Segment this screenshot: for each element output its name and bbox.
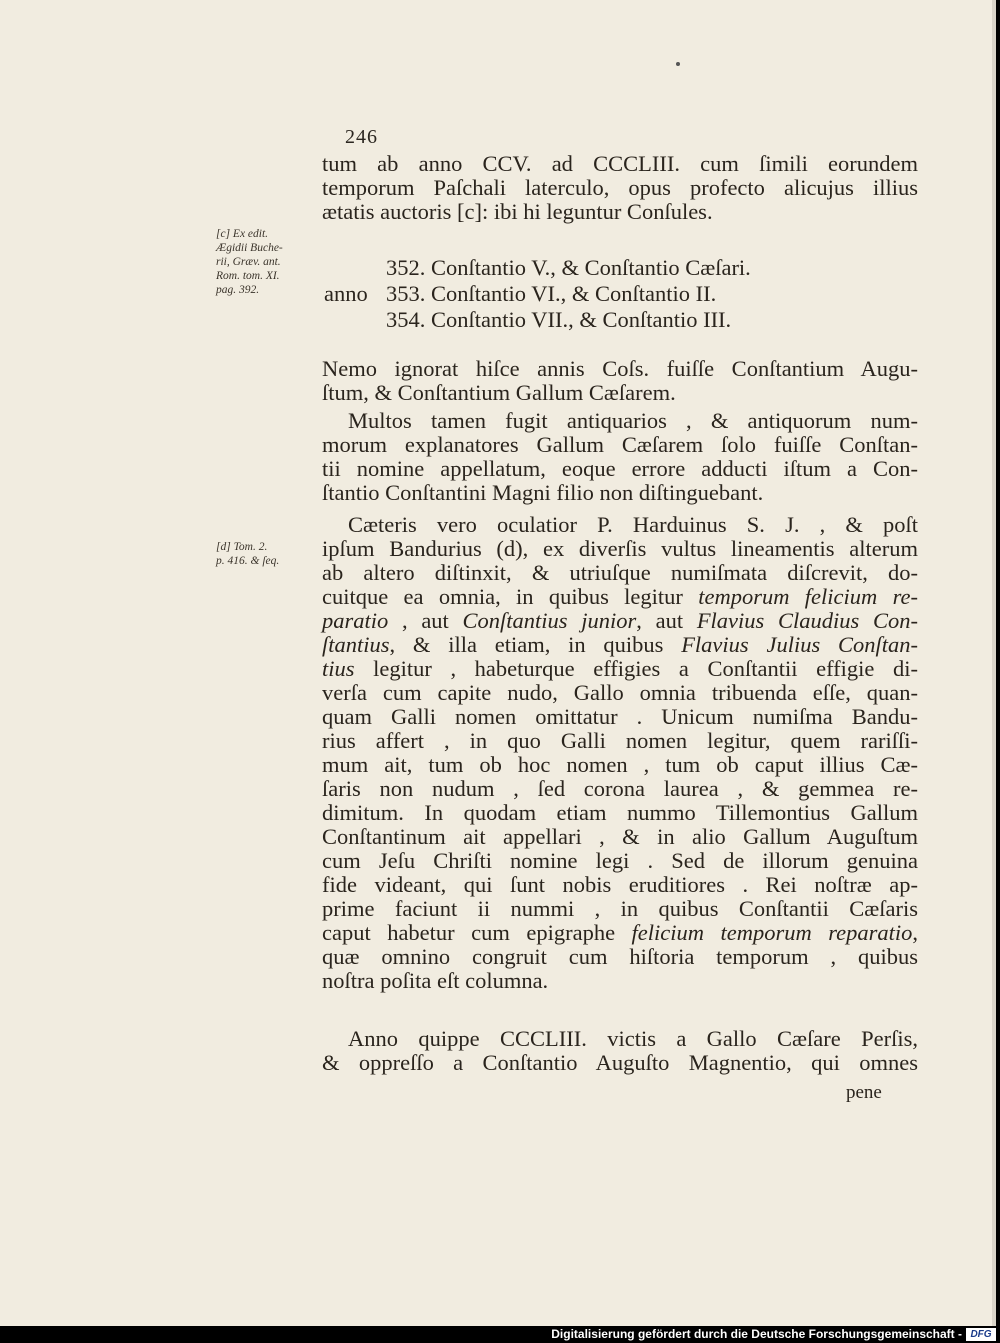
note-line: [c] Ex edit. [216, 228, 269, 240]
catchword: pene [846, 1082, 882, 1103]
text-run: cuitque ea omnia, in quibus legitur [322, 584, 699, 609]
consul-row: 353. Conſtantio VI., & Conſtantio II. [386, 281, 717, 306]
text-line: cum Jeſu Chriſti nomine legi . Sed de illorum genuina [322, 848, 918, 873]
text-line: morum explanatores Gallum Cæſarem ſolo fuiſſe Conſtan- [322, 432, 918, 457]
italic-run: temporum felicium re- [698, 584, 918, 609]
text-line: dimitum. In quodam etiam nummo Tillemontius Gallum [322, 800, 918, 825]
text-line: ipſum Bandurius (d), ex diverſis vultus lineamentis alterum [322, 536, 918, 561]
note-line: pag. 392. [216, 284, 260, 296]
dfg-logo-icon: DFG [966, 1328, 996, 1341]
text-line: ſtantio Conſtantini Magni filio non diſtinguebant. [322, 480, 764, 505]
text-line: tum ab anno CCV. ad CCCLIII. cum ſimili eorundem [322, 151, 918, 176]
text-line: ætatis auctoris [c]: ibi hi leguntur Conſules. [322, 199, 713, 224]
italic-run: felicium temporum reparatio [631, 920, 913, 945]
italic-run: Flavius Claudius Con- [696, 608, 918, 633]
text-line: & oppreſſo a Conſtantio Auguſto Magnentio, qui omnes [322, 1050, 918, 1075]
text-line [322, 657, 918, 681]
text-line [322, 609, 918, 633]
text-line: Multos tamen fugit antiquarios , & antiquorum num- [348, 408, 918, 433]
italic-run: Flavius Julius Conſtan- [681, 632, 918, 657]
footer-credit: Digitalisierung gefördert durch die Deutsche Forschungsgemeinschaft - [551, 1327, 962, 1341]
text-line [322, 585, 918, 609]
digitization-footer [0, 1326, 1000, 1343]
text-run: , aut [636, 608, 697, 633]
text-line: temporum Paſchali laterculo, opus profecto alicujus illius [322, 175, 918, 200]
italic-run: ſtantius [322, 632, 390, 657]
text-run: caput habetur cum epigraphe [322, 920, 632, 945]
text-line: noſtra poſita eſt columna. [322, 968, 549, 993]
page-number: 246 [345, 126, 378, 148]
paragraph-2 [322, 409, 918, 505]
text-line: ab altero diſtinxit, & utriuſque numiſmata diſcrevit, do- [322, 560, 918, 585]
text-line [322, 921, 918, 945]
margin-note-c [216, 227, 316, 297]
italic-run: Conſtantius junior [462, 608, 637, 633]
text-line: rius affert , in quo Galli nomen legitur, quem rariſſi- [322, 728, 918, 753]
paragraph-3 [322, 513, 918, 993]
note-line: Rom. tom. XI. [216, 270, 280, 282]
text-line: quam Galli nomen omittatur . Unicum numiſma Bandu- [322, 704, 918, 729]
text-line: mum ait, tum ob hoc nomen , tum ob caput illius Cæ- [322, 752, 918, 777]
anno-label: anno [324, 281, 368, 306]
text-run: , & illa etiam, in quibus [389, 632, 682, 657]
italic-run: paratio [322, 608, 389, 633]
paragraph-1 [322, 357, 918, 405]
text-line [322, 633, 918, 657]
text-line: quæ omnino congruit cum hiſtoria temporum , quibus [322, 944, 918, 969]
text-line: verſa cum capite nudo, Gallo omnia tribuenda eſſe, quan- [322, 680, 918, 705]
text-line: Nemo ignorat hiſce annis Coſs. fuiſſe Conſtantium Augu- [322, 356, 918, 381]
page-edge [992, 0, 996, 1326]
text-run: legitur , habeturque effigies a Conſtantii effigie di- [354, 656, 918, 681]
note-line: [d] Tom. 2. [216, 541, 268, 553]
paragraph-4 [322, 1027, 918, 1075]
text-line: fide videant, qui ſunt nobis eruditiores . Rei noſtræ ap- [322, 872, 918, 897]
text-line: tii nomine appellatum, eoque errore adducti iſtum a Con- [322, 456, 918, 481]
italic-run: tius [322, 656, 355, 681]
text-line: Anno quippe CCCLIII. victis a Gallo Cæſare Perſis, [348, 1026, 918, 1051]
opening-paragraph [322, 152, 918, 224]
ink-speck [676, 62, 680, 66]
text-line: ſtum, & Conſtantium Gallum Cæſarem. [322, 380, 676, 405]
consul-row: 352. Conſtantio V., & Conſtantio Cæſari. [386, 255, 751, 280]
text-run: , aut [388, 608, 463, 633]
consul-row: 354. Conſtantio VII., & Conſtantio III. [386, 307, 732, 332]
margin-note-d [216, 540, 316, 568]
note-line: rii, Græv. ant. [216, 256, 281, 268]
text-line: prime faciunt ii nummi , in quibus Conſtantii Cæſaris [322, 896, 918, 921]
text-line: ſaris non nudum , ſed corona laurea , & gemmea re- [322, 776, 918, 801]
text-line: Cæteris vero oculatior P. Harduinus S. J. , & poſt [348, 512, 918, 537]
text-run: , [912, 920, 918, 945]
note-line: Ægidii Buche- [216, 242, 283, 254]
text-line: Conſtantinum ait appellari , & in alio Gallum Auguſtum [322, 824, 918, 849]
note-line: p. 416. & ſeq. [216, 555, 280, 567]
